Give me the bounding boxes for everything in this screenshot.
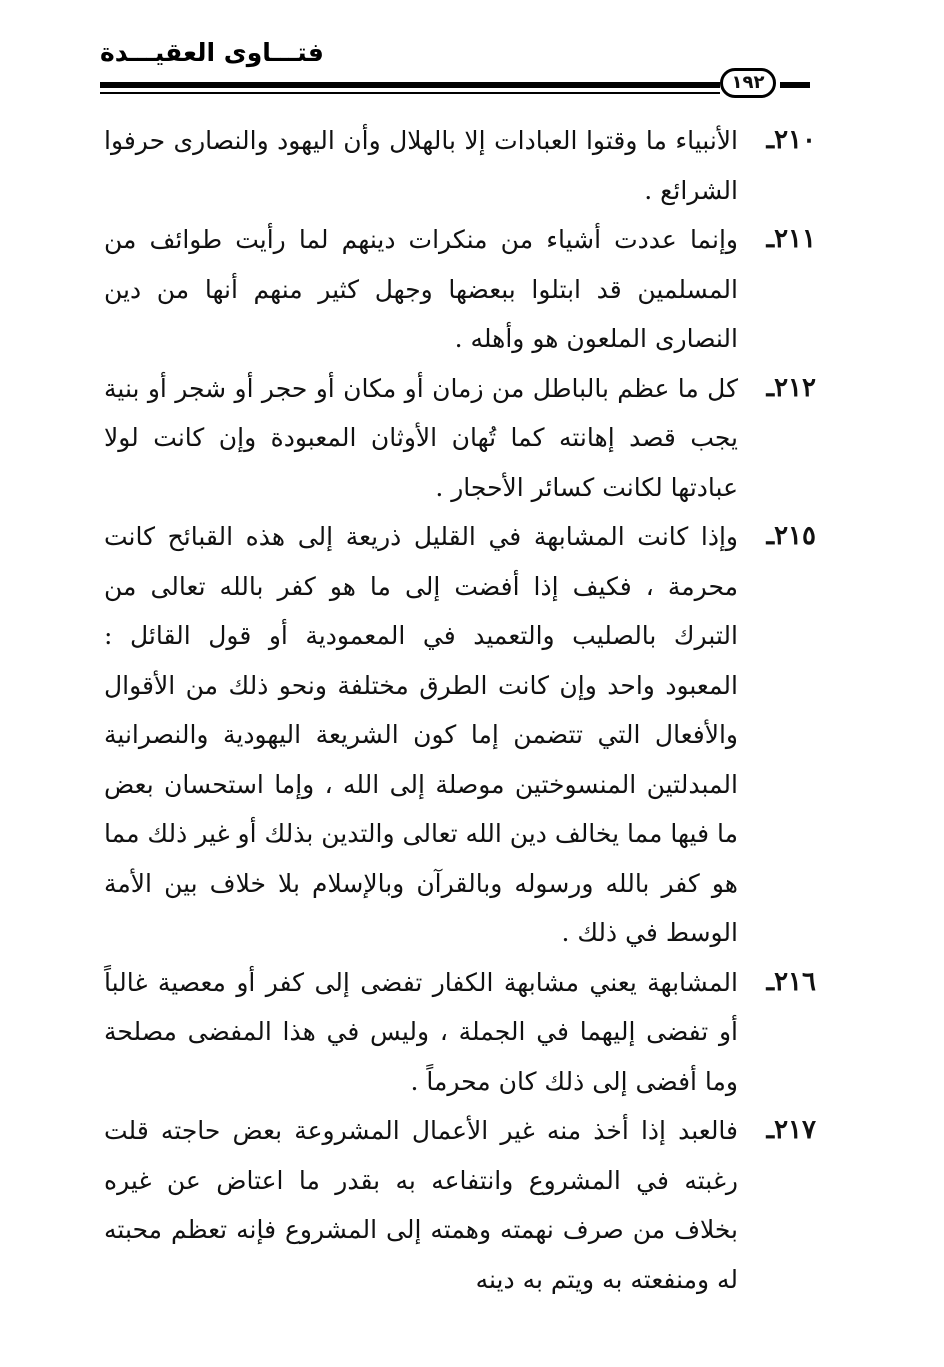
entry-211 [104,215,816,364]
book-title: فتـــاوى العقيـــدة [100,38,324,67]
entry-text: فالعبد إذا أخذ منه غير الأعمال المشروعة بعض حاجته قلت رغبته في المشروع وانتفاعه به بقدر ما اعتاض عن غيره بخلاف من صرف نهمته وهمته إلى المشروع فإنه تعظم محبته له ومنفعته به ويتم به دينه [104,1116,738,1294]
entry-212 [104,364,816,513]
entries-list [104,116,816,1304]
entry-216 [104,958,816,1107]
entry-number: ٢١١ـ [766,224,816,254]
entry-text: كل ما عظم بالباطل من زمان أو مكان أو حجر أو شجر أو بنية يجب قصد إهانته كما تُهان الأوثان المعبودة وإن كانت لولا عبادتها لكانت كسائر الأحجار . [104,373,738,502]
entry-number: ٢١٦ـ [766,966,816,997]
entry-number: ٢١٧ـ [766,1115,816,1145]
entry-number: ٢١٥ـ [766,521,816,551]
header-rule-thin [100,92,720,94]
header-rule-stub [780,82,810,88]
entry-text: وإذا كانت المشابهة في القليل ذريعة إلى هذه القبائح كانت محرمة ، فكيف إذا أفضت إلى ما هو كفر بالله تعالى من التبرك بالصليب والتعميد في المعمودية أو قول القائل : المعبود واحد وإن كانت الطرق مختلفة ونحو ذلك من الأقوال والأفعال التي تتضمن إما كون الشريعة اليهودية والنصرانية المبدلتين المنسوختين موصلة إلى الله ، وإما استحسان بعض ما فيها مما يخالف دين الله تعالى والتدين بذلك أو غير ذلك مما هو كفر بالله ورسوله وبالقرآن وبالإسلام بلا خلاف بين الأمة الوسط في ذلك . [104,522,738,947]
header-rule-thick [100,82,720,88]
entry-210 [104,116,816,215]
entry-215 [104,512,816,958]
entry-text: المشابهة يعني مشابهة الكفار تفضى إلى كفر أو معصية غالباً أو تفضى إليهما في الجملة ، وليس في هذا المفضى مصلحة وما أفضى إلى ذلك كان محرماً . [104,967,738,1096]
entry-number: ٢١٠ـ [766,125,816,155]
entry-number: ٢١٢ـ [766,372,816,403]
entry-text: وإنما عددت أشياء من منكرات دينهم لما رأيت طوائف من المسلمين قد ابتلوا ببعضها وجهل كثير منهم أنها من دين النصارى الملعون هو وأهله . [104,225,738,353]
entry-text: الأنبياء ما وقتوا العبادات إلا بالهلال وأن اليهود والنصارى حرفوا الشرائع . [104,126,738,205]
entry-217 [104,1106,816,1304]
page-number: ١٩٢ [720,68,776,98]
